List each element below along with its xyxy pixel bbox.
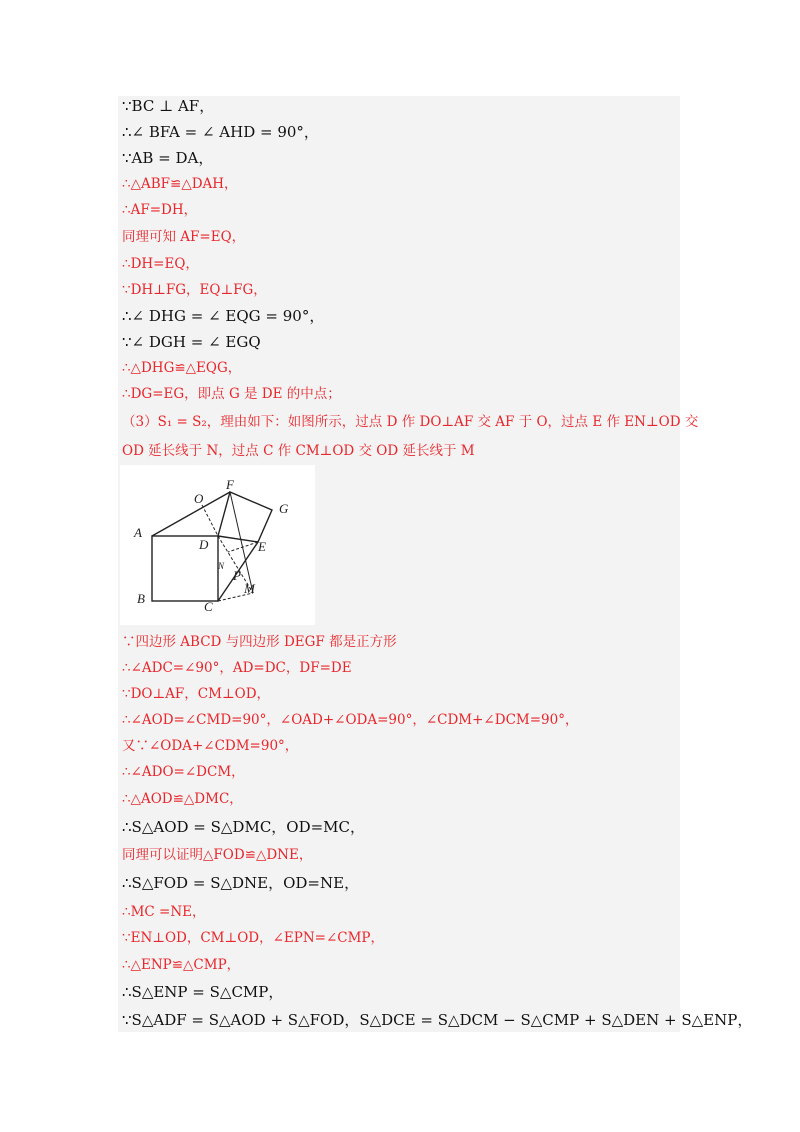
geometry-figure [120, 465, 315, 625]
text-line: ∴∠ BFA = ∠ AHD = 90°， [122, 123, 319, 141]
text-line: ∴DG=EG，即点 G 是 DE 的中点； [122, 386, 341, 402]
text-line: ∴△DHG≌△EQG， [122, 360, 242, 376]
label-d: D [199, 537, 209, 552]
text-line: ∵BC ⊥ AF， [122, 97, 215, 115]
text-line: ∴DH=EQ， [122, 256, 199, 272]
text-line: ∴S△AOD = S△DMC，OD=MC， [122, 818, 366, 836]
text-line: ∴△ENP≌△CMP， [122, 957, 241, 973]
text-line: ∴AF=DH， [122, 202, 198, 218]
text-line: ∴∠ADO=∠DCM， [122, 764, 245, 780]
text-line: ∵AB = DA， [122, 149, 214, 167]
line-od [202, 505, 218, 536]
label-g: G [279, 501, 289, 516]
label-n: N [218, 561, 225, 571]
label-b: B [137, 591, 145, 606]
text-line: ∴△AOD≌△DMC， [122, 791, 243, 807]
text-line: ∵DO⊥AF，CM⊥OD， [122, 686, 271, 702]
text-line: ∴△ABF≌△DAH， [122, 176, 238, 192]
label-e: E [258, 539, 266, 554]
label-a: A [134, 525, 142, 540]
text-line: 又∵∠ODA+∠CDM=90°， [122, 738, 299, 754]
text-line: OD 延长线于 N，过点 C 作 CM⊥OD 交 OD 延长线于 M [122, 443, 475, 459]
label-p: P [233, 568, 241, 583]
text-line: ∵EN⊥OD，CM⊥OD，∠EPN=∠CMP， [122, 930, 385, 946]
geometry-diagram [120, 465, 315, 625]
text-line: 同理可以证明△FOD≌△DNE， [122, 847, 313, 863]
text-line: ∴∠ADC=∠90°，AD=DC，DF=DE [122, 660, 352, 676]
text-line: ∵S△ADF = S△AOD + S△FOD，S△DCE = S△DCM − S△CMP + S△DEN + S△ENP， [122, 1011, 753, 1029]
text-line: ∴∠ DHG = ∠ EQG = 90°， [122, 307, 325, 325]
label-f: F [226, 477, 234, 492]
text-line: 同理可知 AF=EQ， [122, 229, 246, 245]
square-degf [218, 492, 272, 542]
label-c: C [204, 599, 213, 614]
text-line: ∴S△FOD = S△DNE，OD=NE， [122, 874, 360, 892]
label-o: O [194, 491, 204, 506]
line-af [152, 492, 230, 536]
text-line: ∵DH⊥FG，EQ⊥FG， [122, 282, 267, 298]
text-line: ∵∠ DGH = ∠ EGQ [122, 333, 261, 351]
label-m: M [244, 581, 255, 596]
text-line: ∵四边形 ABCD 与四边形 DEGF 都是正方形 [122, 634, 397, 650]
text-line: ∴S△ENP = S△CMP， [122, 983, 284, 1001]
text-line: ∴MC =NE， [122, 904, 206, 920]
text-line: （3）S₁ = S₂，理由如下：如图所示，过点 D 作 DO⊥AF 交 AF 于 O，过点 E 作 EN⊥OD 交 [122, 414, 699, 430]
text-line: ∴∠AOD=∠CMD=90°，∠OAD+∠ODA=90°，∠CDM+∠DCM=90°， [122, 712, 579, 728]
